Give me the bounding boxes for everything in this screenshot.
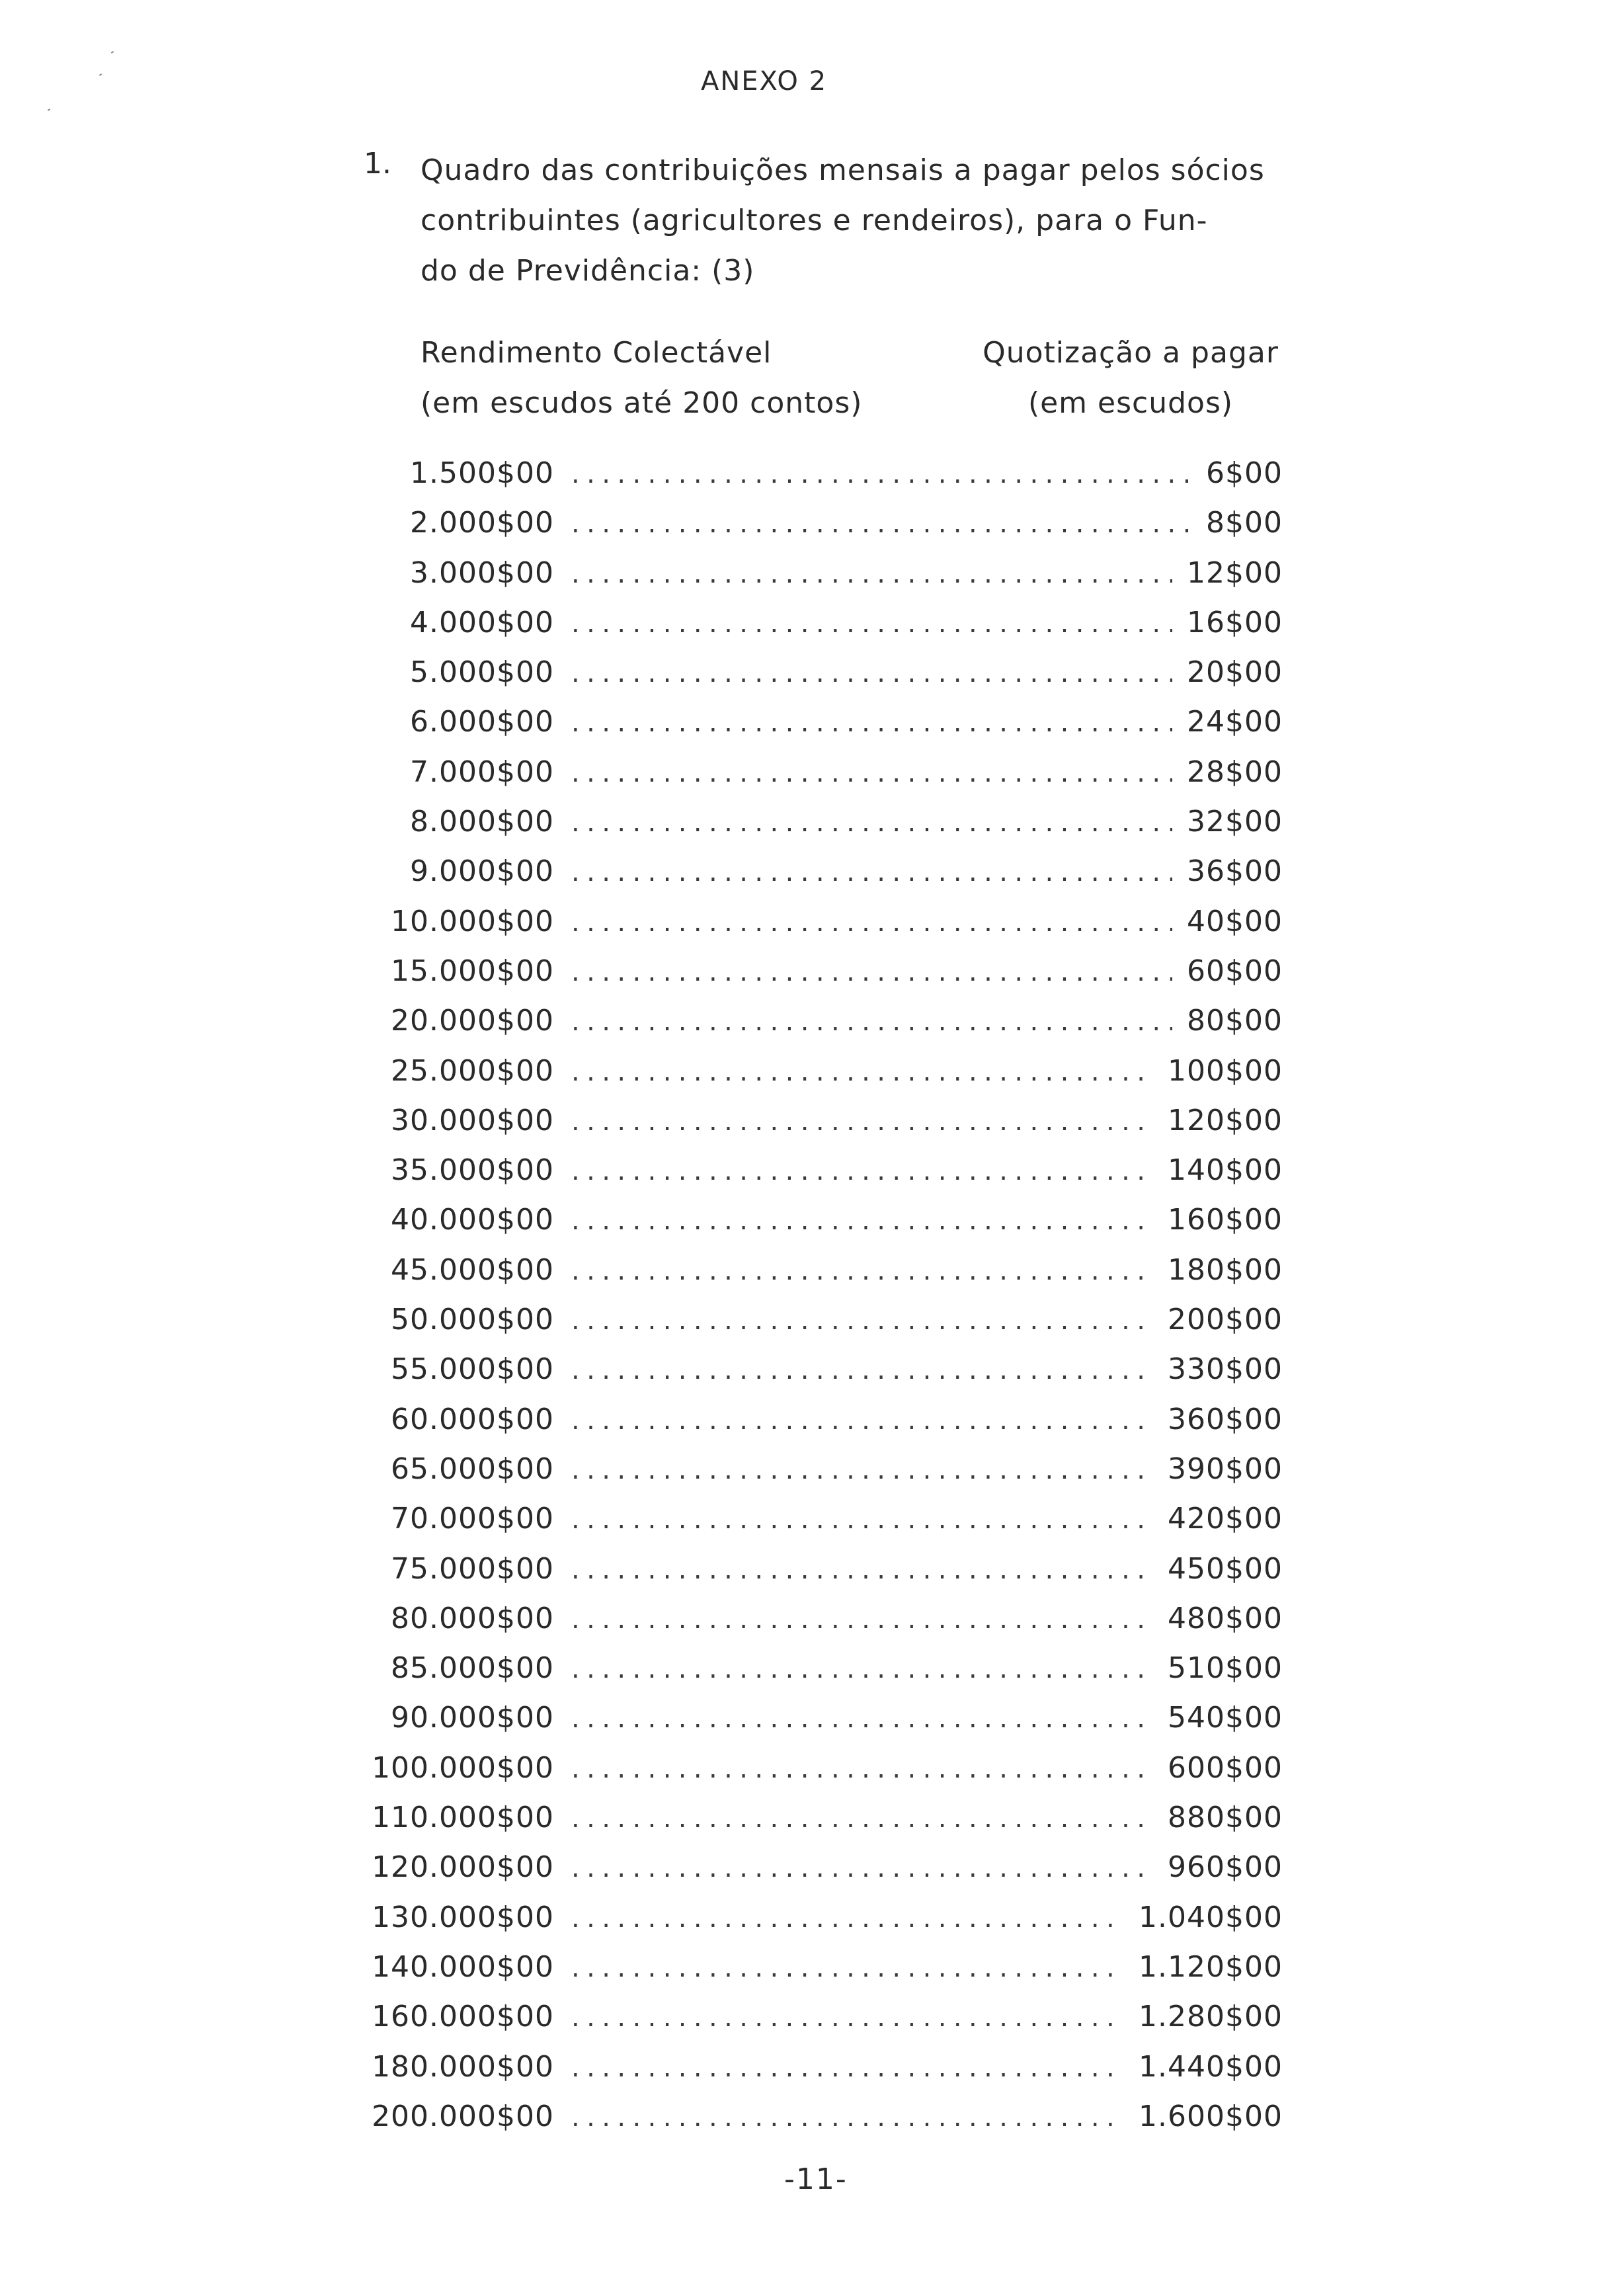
income-value: 6.000$00 [410, 705, 554, 739]
dot-leader [571, 2053, 1124, 2083]
dot-leader [571, 1106, 1153, 1137]
income-value: 20.000$00 [391, 1004, 554, 1038]
table-row [370, 1602, 1283, 1651]
income-value: 130.000$00 [372, 1900, 554, 1934]
quota-value: 1.120$00 [1139, 1949, 1283, 1984]
quota-value: 330$00 [1168, 1352, 1283, 1387]
table-row [370, 1502, 1283, 1551]
quota-value: 1.600$00 [1139, 2099, 1283, 2133]
quota-value: 450$00 [1168, 1551, 1283, 1586]
table-row [370, 1104, 1283, 1153]
dot-leader [571, 1754, 1153, 1784]
income-value: 25.000$00 [391, 1053, 554, 1088]
income-value: 45.000$00 [391, 1252, 554, 1287]
income-value: 7.000$00 [410, 755, 554, 789]
table-row [370, 1950, 1283, 2000]
dot-leader [571, 1355, 1153, 1385]
scan-speck [111, 51, 114, 54]
income-value: 1.500$00 [410, 456, 554, 490]
dot-leader [571, 1405, 1153, 1436]
table-row [370, 606, 1283, 655]
dot-leader [571, 459, 1191, 489]
quota-value: 1.040$00 [1139, 1900, 1283, 1934]
dot-leader [571, 1703, 1153, 1734]
dot-leader [571, 1006, 1172, 1037]
table-row [370, 1303, 1283, 1352]
table-row [370, 1751, 1283, 1801]
quota-value: 8$00 [1206, 506, 1283, 540]
intro-line: do de Previdência: (3) [421, 254, 755, 288]
annex-title: ANEXO 2 [701, 66, 828, 97]
page-number: -11- [784, 2162, 848, 2196]
income-value: 50.000$00 [391, 1303, 554, 1337]
income-value: 15.000$00 [391, 954, 554, 988]
income-value: 110.000$00 [372, 1801, 554, 1835]
income-value: 60.000$00 [391, 1402, 554, 1436]
income-value: 65.000$00 [391, 1452, 554, 1486]
income-value: 75.000$00 [391, 1551, 554, 1586]
quota-header-line: Quotização a pagar [983, 336, 1279, 370]
dot-leader [571, 608, 1172, 639]
income-value: 70.000$00 [391, 1502, 554, 1536]
dot-leader [571, 1305, 1153, 1336]
contribution-table [370, 456, 1283, 2149]
quota-value: 480$00 [1168, 1601, 1283, 1635]
dot-leader [571, 1853, 1153, 1883]
income-value: 8.000$00 [410, 805, 554, 839]
income-value: 100.000$00 [372, 1750, 554, 1785]
quota-value: 80$00 [1187, 1004, 1283, 1038]
table-row [370, 954, 1283, 1004]
dot-leader [571, 1654, 1153, 1684]
table-row [370, 1203, 1283, 1252]
income-column-header [421, 328, 862, 429]
quota-value: 880$00 [1168, 1801, 1283, 1835]
quota-value: 420$00 [1168, 1502, 1283, 1536]
dot-leader [571, 1206, 1153, 1236]
table-row [370, 1352, 1283, 1402]
quota-value: 510$00 [1168, 1651, 1283, 1686]
table-row [370, 655, 1283, 705]
dot-leader [571, 1903, 1124, 1934]
intro-line: Quadro das contribuições mensais a pagar pelos sócios [421, 153, 1265, 187]
table-row [370, 506, 1283, 555]
table-row [370, 2050, 1283, 2100]
quota-value: 200$00 [1168, 1303, 1283, 1337]
dot-leader [571, 1504, 1153, 1535]
dot-leader [571, 1256, 1153, 1286]
quota-header-unit: (em escudos) [1027, 386, 1234, 420]
dot-leader [571, 1156, 1153, 1186]
dot-leader [571, 907, 1172, 938]
table-row [370, 905, 1283, 954]
table-row [370, 755, 1283, 805]
quota-value: 100$00 [1168, 1053, 1283, 1088]
quota-value: 60$00 [1187, 954, 1283, 988]
dot-leader [571, 2002, 1124, 2033]
income-value: 9.000$00 [410, 854, 554, 889]
dot-leader [571, 1455, 1153, 1485]
quota-value: 6$00 [1206, 456, 1283, 490]
income-value: 10.000$00 [391, 904, 554, 938]
income-value: 85.000$00 [391, 1651, 554, 1686]
table-row [370, 805, 1283, 854]
quota-value: 120$00 [1168, 1103, 1283, 1137]
dot-leader [571, 1604, 1153, 1635]
quota-value: 24$00 [1187, 705, 1283, 739]
dot-leader [571, 1803, 1153, 1834]
table-row [370, 705, 1283, 755]
quota-value: 600$00 [1168, 1750, 1283, 1785]
dot-leader [571, 1057, 1153, 1087]
quota-value: 140$00 [1168, 1153, 1283, 1188]
dot-leader [571, 708, 1172, 738]
dot-leader [571, 807, 1172, 838]
table-row [370, 1054, 1283, 1104]
table-row [370, 1153, 1283, 1203]
quota-value: 20$00 [1187, 655, 1283, 690]
income-value: 2.000$00 [410, 506, 554, 540]
income-header-unit: (em escudos até 200 contos) [421, 386, 863, 420]
quota-value: 32$00 [1187, 805, 1283, 839]
table-row [370, 1552, 1283, 1602]
dot-leader [571, 559, 1172, 589]
table-row [370, 1004, 1283, 1053]
table-row [370, 2100, 1283, 2149]
item-number: 1. [364, 147, 391, 181]
table-row [370, 854, 1283, 904]
income-value: 30.000$00 [391, 1103, 554, 1137]
quota-value: 28$00 [1187, 755, 1283, 789]
income-value: 35.000$00 [391, 1153, 554, 1188]
income-value: 200.000$00 [372, 2099, 554, 2133]
dot-leader [571, 658, 1172, 688]
table-row [370, 1452, 1283, 1502]
income-value: 4.000$00 [410, 605, 554, 639]
quota-value: 390$00 [1168, 1452, 1283, 1486]
quota-value: 12$00 [1187, 555, 1283, 590]
quota-value: 40$00 [1187, 904, 1283, 938]
table-row [370, 1850, 1283, 1900]
income-value: 120.000$00 [372, 1850, 554, 1885]
table-row [370, 1253, 1283, 1303]
income-value: 160.000$00 [372, 2000, 554, 2034]
table-row [370, 1801, 1283, 1850]
table-row [370, 1701, 1283, 1750]
dot-leader [571, 2102, 1124, 2133]
income-value: 3.000$00 [410, 555, 554, 590]
table-row [370, 2000, 1283, 2049]
dot-leader [571, 957, 1172, 987]
income-value: 140.000$00 [372, 1949, 554, 1984]
income-value: 5.000$00 [410, 655, 554, 690]
intro-paragraph [421, 145, 1300, 296]
table-row [370, 1403, 1283, 1452]
income-value: 55.000$00 [391, 1352, 554, 1387]
intro-line: contribuintes (agricultores e rendeiros), para o Fun- [421, 204, 1208, 237]
table-row [370, 1651, 1283, 1701]
table-row [370, 456, 1283, 506]
quota-value: 960$00 [1168, 1850, 1283, 1885]
dot-leader [571, 509, 1191, 539]
income-value: 40.000$00 [391, 1203, 554, 1237]
income-value: 90.000$00 [391, 1701, 554, 1735]
quota-value: 1.440$00 [1139, 2049, 1283, 2084]
quota-column-header [979, 328, 1283, 429]
quota-value: 360$00 [1168, 1402, 1283, 1436]
dot-leader [571, 857, 1172, 887]
dot-leader [571, 1953, 1124, 1983]
quota-value: 540$00 [1168, 1701, 1283, 1735]
quota-value: 160$00 [1168, 1203, 1283, 1237]
quota-value: 1.280$00 [1139, 2000, 1283, 2034]
income-value: 180.000$00 [372, 2049, 554, 2084]
scan-speck [48, 108, 50, 111]
scan-speck [99, 73, 102, 76]
dot-leader [571, 1555, 1153, 1585]
income-header-line: Rendimento Colectável [421, 336, 772, 370]
dot-leader [571, 758, 1172, 788]
table-row [370, 1901, 1283, 1950]
quota-value: 36$00 [1187, 854, 1283, 889]
quota-value: 180$00 [1168, 1252, 1283, 1287]
income-value: 80.000$00 [391, 1601, 554, 1635]
quota-value: 16$00 [1187, 605, 1283, 639]
table-row [370, 556, 1283, 606]
